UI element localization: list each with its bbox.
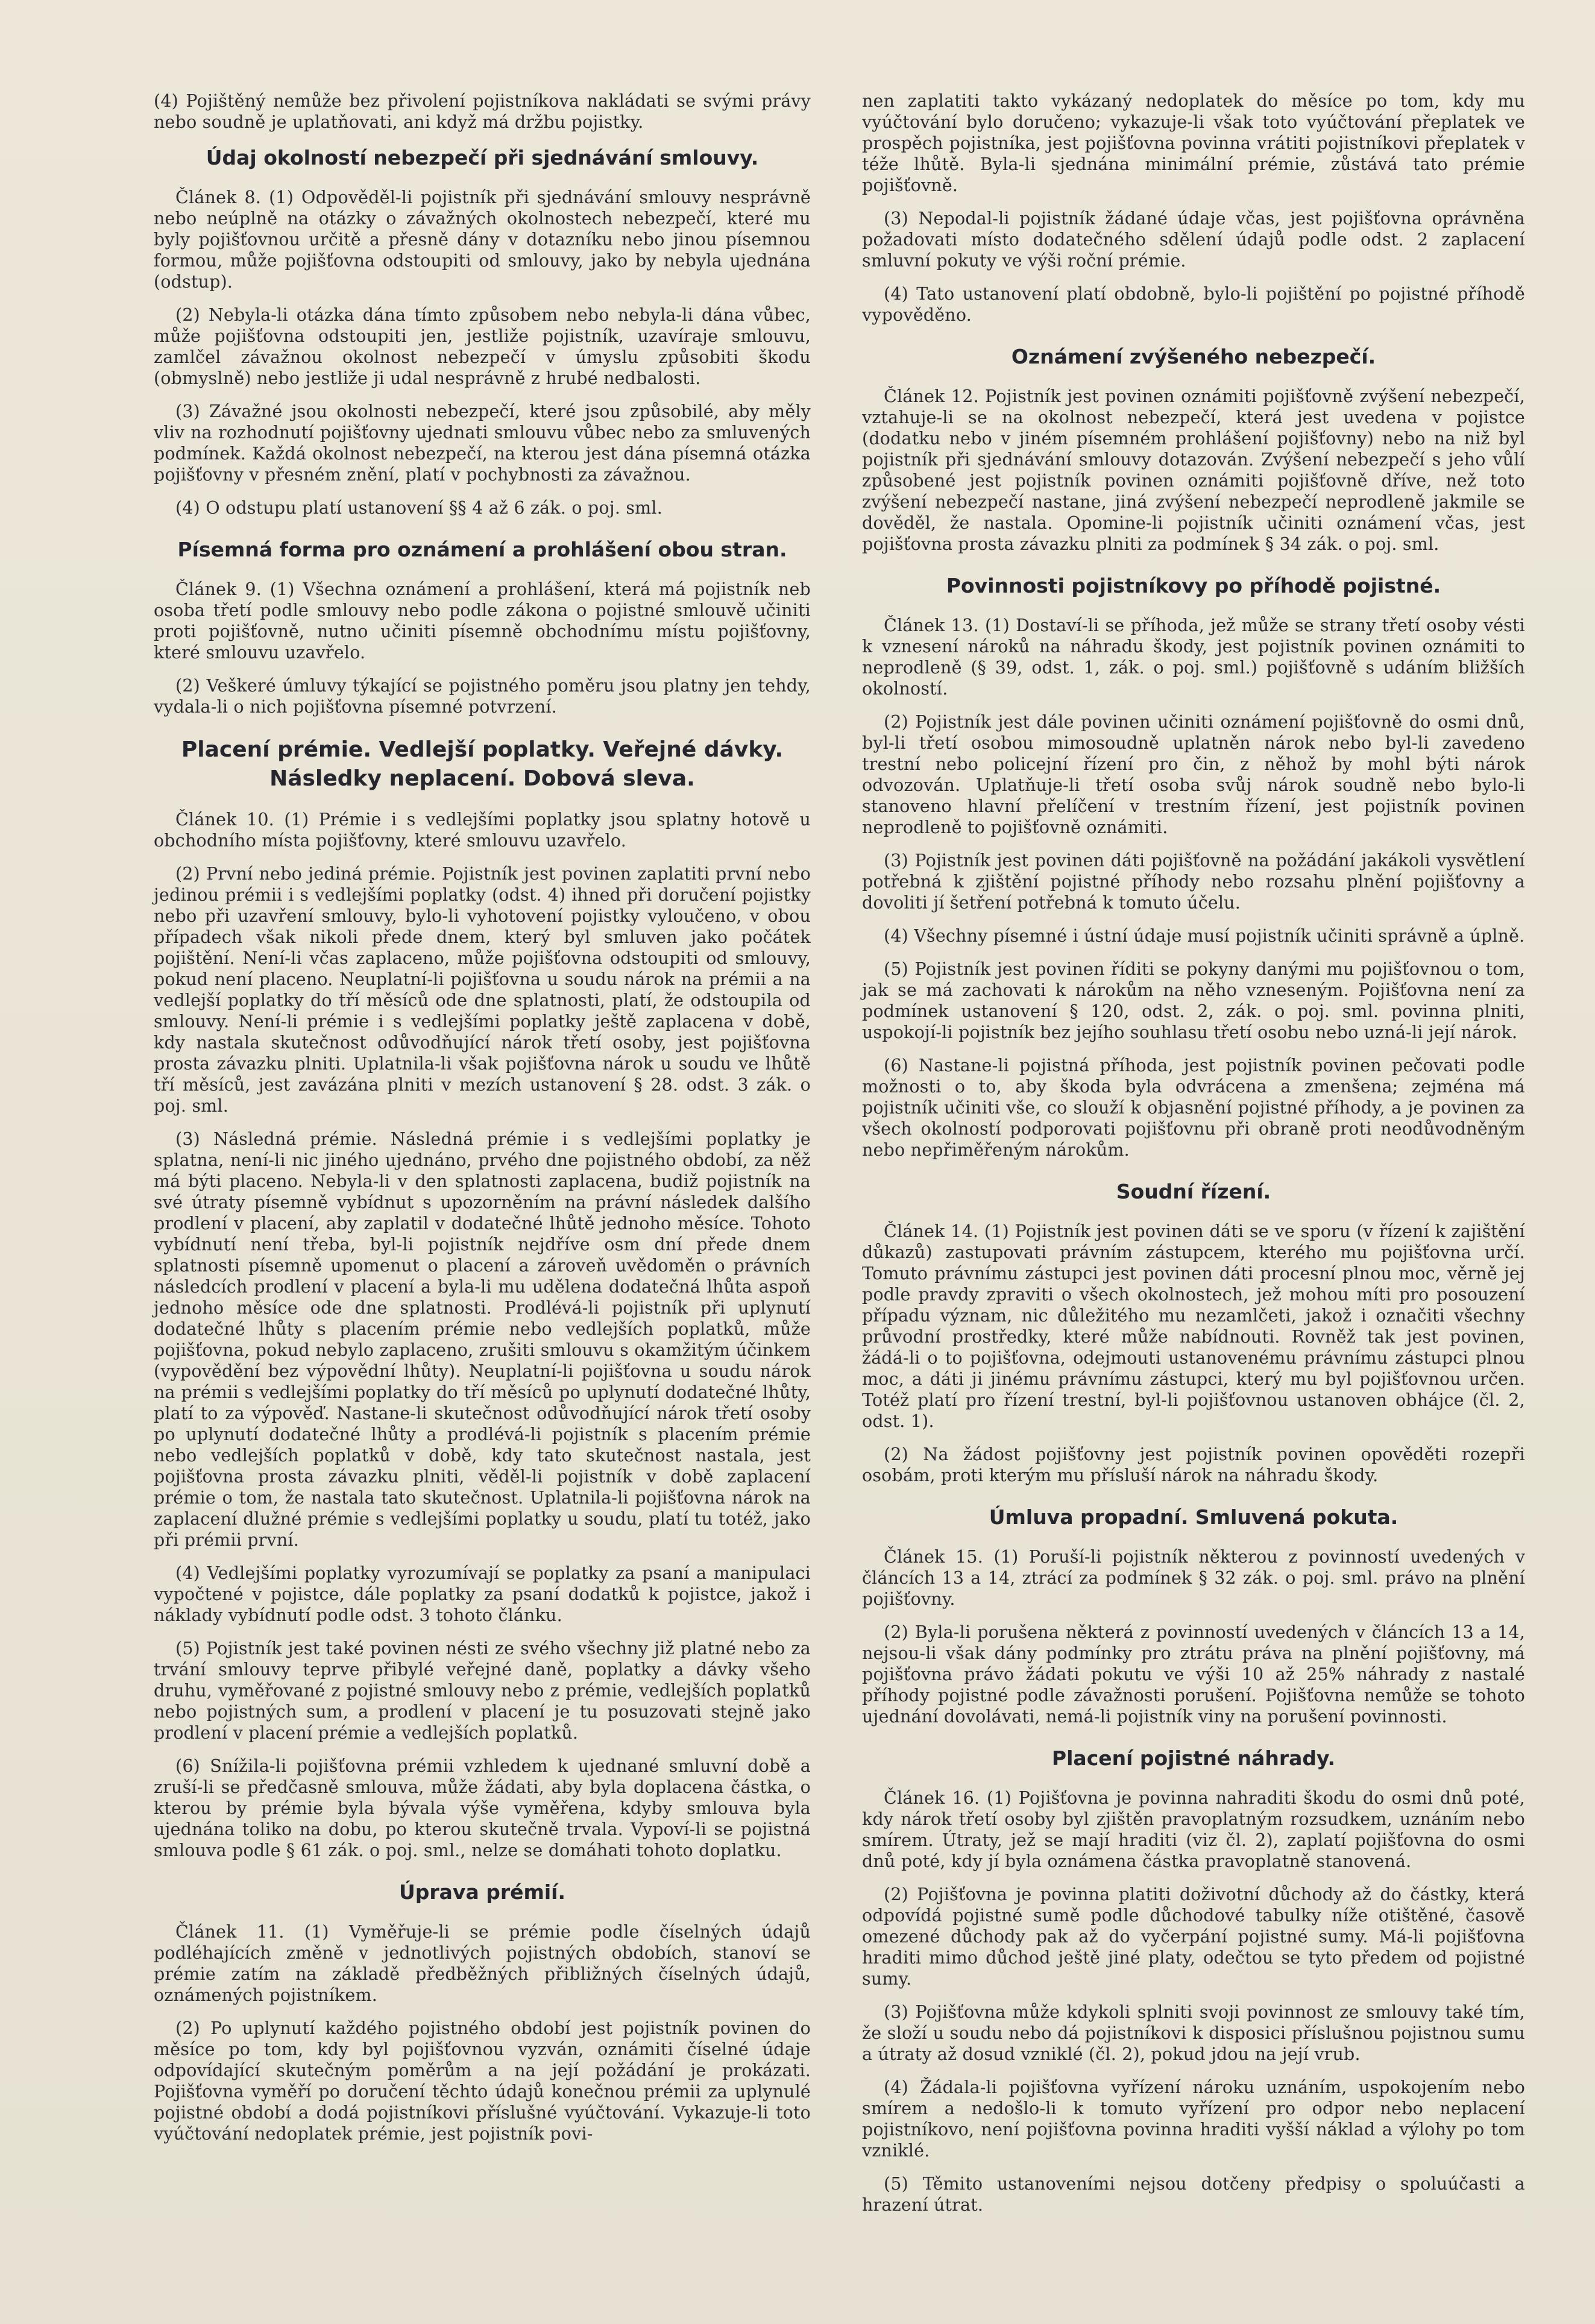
paragraph: (2) Nebyla-li otázka dána tímto způsobem nebo nebyla-li dána vůbec, může pojišťovna odstoupiti jen, jestliže pojistník, uzavíraje smlouvu, zamlčel závažnou okolnost nebezpečí v úmyslu způsobiti škodu (obmyslně) nebo jestliže ji udal nesprávně z hrubé nedbalosti.	[154, 305, 811, 388]
section-heading: Písemná forma pro oznámení a prohlášení obou stran.	[177, 538, 787, 561]
left-column	[154, 90, 811, 2156]
paragraph: (3) Nepodal-li pojistník žádané údaje včas, jest pojišťovna oprávněna požadovati místo dodatečného sdělení údajů podle odst. 2 zaplacení smluvní pokuty ve výši roční prémie.	[862, 209, 1525, 271]
paragraph: (3) Pojistník jest povinen dáti pojišťovně na požádání jakákoli vysvětlení potřebná k zjištění pojistné příhody nebo rozsahu plnění pojišťovny a dovoliti jí šetření potřebná k tomuto účelu.	[862, 851, 1525, 913]
section-heading: Placení pojistné náhrady.	[1051, 1746, 1336, 1770]
paragraph: Článek 10. (1) Prémie i s vedlejšími poplatky jsou splatny hotově u obchodního místa pojišťovny, které smlouvu uzavřelo.	[154, 810, 811, 851]
paragraph: (4) Vedlejšími poplatky vyrozumívají se poplatky za psaní a manipulaci vypočtené v pojistce, dále poplatky za psaní dodatků k pojistce, jakož i náklady vybídnutí podle odst. 3 tohoto článku.	[154, 1563, 811, 1625]
paragraph: Článek 8. (1) Odpověděl-li pojistník při sjednávání smlouvy nesprávně nebo neúplně na otázky o závažných okolnostech nebezpečí, které mu byly pojišťovnou určitě a přesně dány v dotazníku nebo jinou písemnou formou, může pojišťovna odstoupiti od smlouvy, jako by nebyla ujednána (odstup).	[154, 187, 811, 292]
paragraph: Článek 15. (1) Poruší-li pojistník některou z povinností uvedených v článcích 13 a 14, ztrácí za podmínek § 32 zák. o poj. sml. právo na plnění pojišťovny.	[862, 1547, 1525, 1609]
paragraph: (4) O odstupu platí ustanovení §§ 4 až 6 zák. o poj. sml.	[175, 498, 662, 518]
section-heading: Úmluva propadní. Smluvená pokuta.	[989, 1505, 1398, 1529]
section-heading: Údaj okolností nebezpečí při sjednávání smlouvy.	[206, 146, 759, 169]
paragraph: (5) Pojistník jest také povinen nésti ze svého všechny již platné nebo za trvání smlouvy teprve přibylé veřejné daně, poplatky a dávky všeho druhu, vyměřované z pojistné smlouvy nebo z prémie, vedlejších poplatků nebo pojistných sum, a prodlení v placení je tu posuzovati stejně jako prodlení v placení prémie a vedlejších poplatků.	[154, 1639, 811, 1743]
paragraph: (3) Závažné jsou okolnosti nebezpečí, které jsou způsobilé, aby měly vliv na rozhodnutí pojišťovny ujednati smlouvu vůbec nebo za smluvených podmínek. Každá okolnost nebezpečí, na kterou jest dána písemná otázka pojišťovny v přesném znění, platí v pochybnosti za závažnou.	[154, 402, 811, 485]
paragraph: (3) Následná prémie. Následná prémie i s vedlejšími poplatky je splatna, není-li nic jiného ujednáno, prvého dne pojistného období, za něž má býti placeno. Nebyla-li v den splatnosti zaplacena, budiž pojistník na své útraty písemně vybídnut s upozorněním na právní následek dalšího prodlení v placení, aby zaplatil v dodatečné lhůtě jednoho měsíce. Tohoto vybídnutí není třeba, byl-li pojistník nejdříve osm dní přede dnem splatnosti písemně upomenut o placení a zároveň uvědoměn o právních následcích prodlení v placení a byla-li mu udělena dodatečná lhůta aspoň jednoho měsíce ode dne splatnosti. Prodlévá-li pojistník při uplynutí dodatečné lhůty s placením prémie nebo vedlejších poplatků, může pojišťovna, pokud nebylo zaplaceno, zrušiti smlouvu s okamžitým účinkem (vypovědění bez výpovědní lhůty). Neuplatní-li pojišťovna u soudu nárok na prémii s vedlejšími poplatky do tří měsíců po uplynutí dodatečné lhůty, platí to za výpověď. Nastane-li skutečnost odůvodňující nárok třetí osoby po uplynutí dodatečné lhůty a prodlévá-li pojistník s placením prémie nebo vedlejších poplatků v době, kdy tato skutečnost nastala, jest pojišťovna prosta závazku plniti, věděl-li pojistník v době zaplacení prémie o tom, že nastala tato skutečnost. Uplatnila-li pojišťovna nárok na zaplacení dlužné prémie s vedlejšími poplatky u soudu, platí tu totéž, jako při prémii první.	[154, 1129, 811, 1550]
section-heading: Povinnosti pojistníkovy po příhodě pojistné.	[946, 574, 1441, 597]
paragraph: (4) Tato ustanovení platí obdobně, bylo-li pojištění po pojistné příhodě vypověděno.	[862, 284, 1525, 325]
paragraph: (5) Těmito ustanoveními nejsou dotčeny předpisy o spoluúčasti a hrazení útrat.	[862, 2174, 1525, 2215]
paragraph: Článek 9. (1) Všechna oznámení a prohlášení, která má pojistník neb osoba třetí podle smlouvy nebo podle zákona o pojistné smlouvě učiniti proti pojišťovně, nutno učiniti písemně obchodnímu místu pojišťovny, které smlouvu uzavřelo.	[154, 579, 811, 663]
paragraph: (2) Pojistník jest dále povinen učiniti oznámení pojišťovně do osmi dnů, byl-li třetí osobou mimosoudně uplatněn nárok nebo byl-li zavedeno trestní nebo policejní řízení pro čin, z něhož by mohl býti nárok odvozován. Uplatňuje-li třetí osoba svůj nárok soudně nebo bylo-li stanoveno hlavní přelíčení v trestním řízení, jest pojistník povinen neprodleně to pojišťovně oznámiti.	[862, 712, 1525, 837]
paragraph: (2) První nebo jediná prémie. Pojistník jest povinen zaplatiti první nebo jedinou prémii i s vedlejšími poplatky (odst. 4) ihned při doručení pojistky nebo při uzavření smlouvy, bylo-li vyhotovení pojistky vyloučeno, v obou případech však nikoli přede dnem, který byl smluven jako počátek pojištění. Není-li včas zaplaceno, může pojišťovna odstoupiti od smlouvy, pokud není placeno. Neuplatní-li pojišťovna u soudu nárok na prémii a na vedlejší poplatky do tří měsíců ode dne splatnosti, platí, že odstoupila od smlouvy. Není-li prémie i s vedlejšími poplatky ještě zaplacena v době, kdy nastala skutečnost odůvodňující nárok třetí osoby, jest pojišťovna prosta závazku plniti. Uplatnila-li však pojišťovna nárok u soudu ve lhůtě tří měsíců, jest zavázána plniti v mezích ustanovení § 28. odst. 3 zák. o poj. sml.	[154, 864, 811, 1116]
paragraph: (4) Pojištěný nemůže bez přivolení pojistníkova nakládati se svými právy nebo soudně je uplatňovati, ani když má držbu pojistky.	[154, 91, 811, 132]
paragraph: Článek 12. Pojistník jest povinen oznámiti pojišťovně zvýšení nebezpečí, vztahuje-li se na okolnost nebezpečí, která jest uvedena v pojistce (dodatku nebo v jiném písemném prohlášení pojišťovny) nebo na niž byl pojistník při sjednávání smlouvy dotazován. Zvýšení nebezpečí s jeho vůlí způsobené jest pojistník povinen oznámiti pojišťovně dříve, než toto zvýšení nebezpečí nastane, jiná zvýšení nebezpečí neprodleně jakmile se dověděl, že nastala. Opomine-li pojistník učiniti oznámení včas, jest pojišťovna prosta závazku plniti za podmínek § 34 zák. o poj. sml.	[862, 386, 1525, 554]
section-heading: Oznámení zvýšeného nebezpečí.	[1011, 345, 1376, 368]
paragraph: (6) Nastane-li pojistná příhoda, jest pojistník povinen pečovati podle možnosti o to, aby škoda byla odvrácena a zmenšena; zejména má pojistník učiniti vše, co slouží k objasnění pojistné příhody, a je povinen za všech okolností podporovati pojišťovnu při obraně proti neodůvodněným nebo nepřiměřeným nárokům.	[862, 1056, 1525, 1160]
paragraph: nen zaplatiti takto vykázaný nedoplatek do měsíce po tom, kdy mu vyúčtování bylo doručeno; vykazuje-li však toto vyúčtování přeplatek ve prospěch pojistníka, jest pojišťovna povinna vrátiti pojistníkovi přeplatek v téže lhůtě. Byla-li sjednána minimální prémie, zůstává tato prémie pojišťovně.	[862, 91, 1525, 195]
paragraph: (2) Na žádost pojišťovny jest pojistník povinen opověděti rozepři osobám, proti kterým mu přísluší nárok na náhradu škody.	[862, 1444, 1525, 1485]
paragraph: (4) Všechny písemné i ústní údaje musí pojistník učiniti správně a úplně.	[884, 926, 1525, 946]
section-heading: Soudní řízení.	[1116, 1180, 1271, 1203]
paragraph: Článek 13. (1) Dostaví-li se příhoda, jež může se strany třetí osoby vésti k vznesení nároků na náhradu škody, jest pojistník povinen oznámiti to neprodleně (§ 39, odst. 1, zák. o poj. sml.) pojišťovně s udáním bližších okolností.	[862, 616, 1525, 699]
paragraph: Článek 14. (1) Pojistník jest povinen dáti se ve sporu (v řízení k zajištění důkazů) zastupovati právním zástupcem, kterého mu pojišťovna určí. Tomuto právnímu zástupci jest povinen dáti procesní plnou moc, věrně jej podle pravdy zpraviti o všech okolnostech, jež mohou míti pro posouzení případu význam, nic důležitého mu nezamlčeti, jakož i označiti všechny průvodní prostředky, které může nabídnouti. Rovněž tak jest povinen, žádá-li o to pojišťovna, odejmouti ustanovenému právnímu zástupci plnou moc, a dáti ji jinému právnímu zástupci, který mu byl pojišťovnou určen. Totéž platí pro řízení trestní, byl-li pojišťovnou ustanoven obhájce (čl. 2, odst. 1).	[862, 1221, 1525, 1431]
paragraph: (5) Pojistník jest povinen říditi se pokyny danými mu pojišťovnou o tom, jak se má zachovati k nárokům na něho vzneseným. Pojišťovna není za podmínek ustanovení § 120, odst. 2, zák. o poj. sml. povinna plniti, uspokojí-li pojistník bez jejího souhlasu třetí osobu nebo uzná-li její nárok.	[862, 959, 1525, 1042]
right-column	[862, 90, 1525, 2228]
paragraph: Článek 16. (1) Pojišťovna je povinna nahraditi škodu do osmi dnů poté, kdy nárok třetí osoby byl zjištěn pravoplatným rozsudkem, uznáním nebo smírem. Útraty, jež se mají hraditi (viz čl. 2), zaplatí pojišťovna do osmi dnů poté, kdy jí byla oznámena částka pravoplatně stanovená.	[862, 1788, 1525, 1871]
paragraph: (2) Pojišťovna je povinna platiti doživotní důchody až do částky, která odpovídá pojistné sumě podle důchodové tabulky níže otištěné, časově omezené důchody pak až do vyčerpání pojistné sumy. Má-li pojišťovna hraditi mimo důchod ještě jiné platy, odečtou se tyto předem od pojistné sumy.	[862, 1885, 1525, 1989]
paragraph: (6) Snížila-li pojišťovna prémii vzhledem k ujednané smluvní době a zruší-li se předčasně smlouva, může žádati, aby byla doplacena částka, o kterou by prémie byla bývala výše vyměřena, kdyby smlouva byla ujednána toliko na dobu, po kterou skutečně trvala. Vypoví-li se pojistná smlouva podle § 61 zák. o poj. sml., nelze se domáhati tohoto doplatku.	[154, 1756, 811, 1860]
section-heading: Placení prémie. Vedlejší poplatky. Veřejné dávky. Následky neplacení. Dobová sleva.	[181, 737, 784, 791]
paragraph: (2) Veškeré úmluvy týkající se pojistného poměru jsou platny jen tehdy, vydala-li o nich pojišťovna písemné potvrzení.	[154, 676, 811, 717]
paragraph: (4) Žádala-li pojišťovna vyřízení nároku uznáním, uspokojením nebo smírem a nedošlo-li k tomuto vyřízení pro odpor nebo neplacení pojistníkovo, není pojišťovna povinna hraditi vyšší náklad a výlohy po tom vzniklé.	[862, 2077, 1525, 2161]
paragraph: (2) Po uplynutí každého pojistného období jest pojistník povinen do měsíce po tom, kdy byl pojišťovnou vyzván, oznámiti číselné údaje odpovídající skutečným poměrům a na její požádání je prokázati. Pojišťovna vyměří po doručení těchto údajů konečnou prémii za uplynulé pojistné období a dodá pojistníkovi příslušné vyúčtování. Vykazuje-li toto vyúčtování nedoplatek prémie, jest pojistník povi-	[154, 2018, 811, 2144]
paragraph: (2) Byla-li porušena některá z povinností uvedených v článcích 13 a 14, nejsou-li však dány podmínky pro ztrátu práva na plnění pojišťovny, má pojišťovna právo žádati pokutu ve výši 10 až 25% náhrady z nastalé příhody pojistné podle závažnosti porušení. Pojišťovna nemůže se tohoto ujednání dovolávati, nemá-li pojistník viny na porušení povinnosti.	[862, 1622, 1525, 1727]
paragraph: (3) Pojišťovna může kdykoli splniti svoji povinnost ze smlouvy také tím, že složí u soudu nebo dá pojistníkovi k disposici příslušnou pojistnou sumu a útraty až dosud vzniklé (čl. 2), pokud jdou na její vrub.	[862, 2002, 1525, 2064]
section-heading: Úprava prémií.	[398, 1880, 566, 1904]
paragraph: Článek 11. (1) Vyměřuje-li se prémie podle číselných údajů podléhajících změně v jednotlivých pojistných obdobích, stanoví se prémie zatím na základě předběžných přibližných číselných údajů, oznámených pojistníkem.	[154, 1922, 811, 2005]
